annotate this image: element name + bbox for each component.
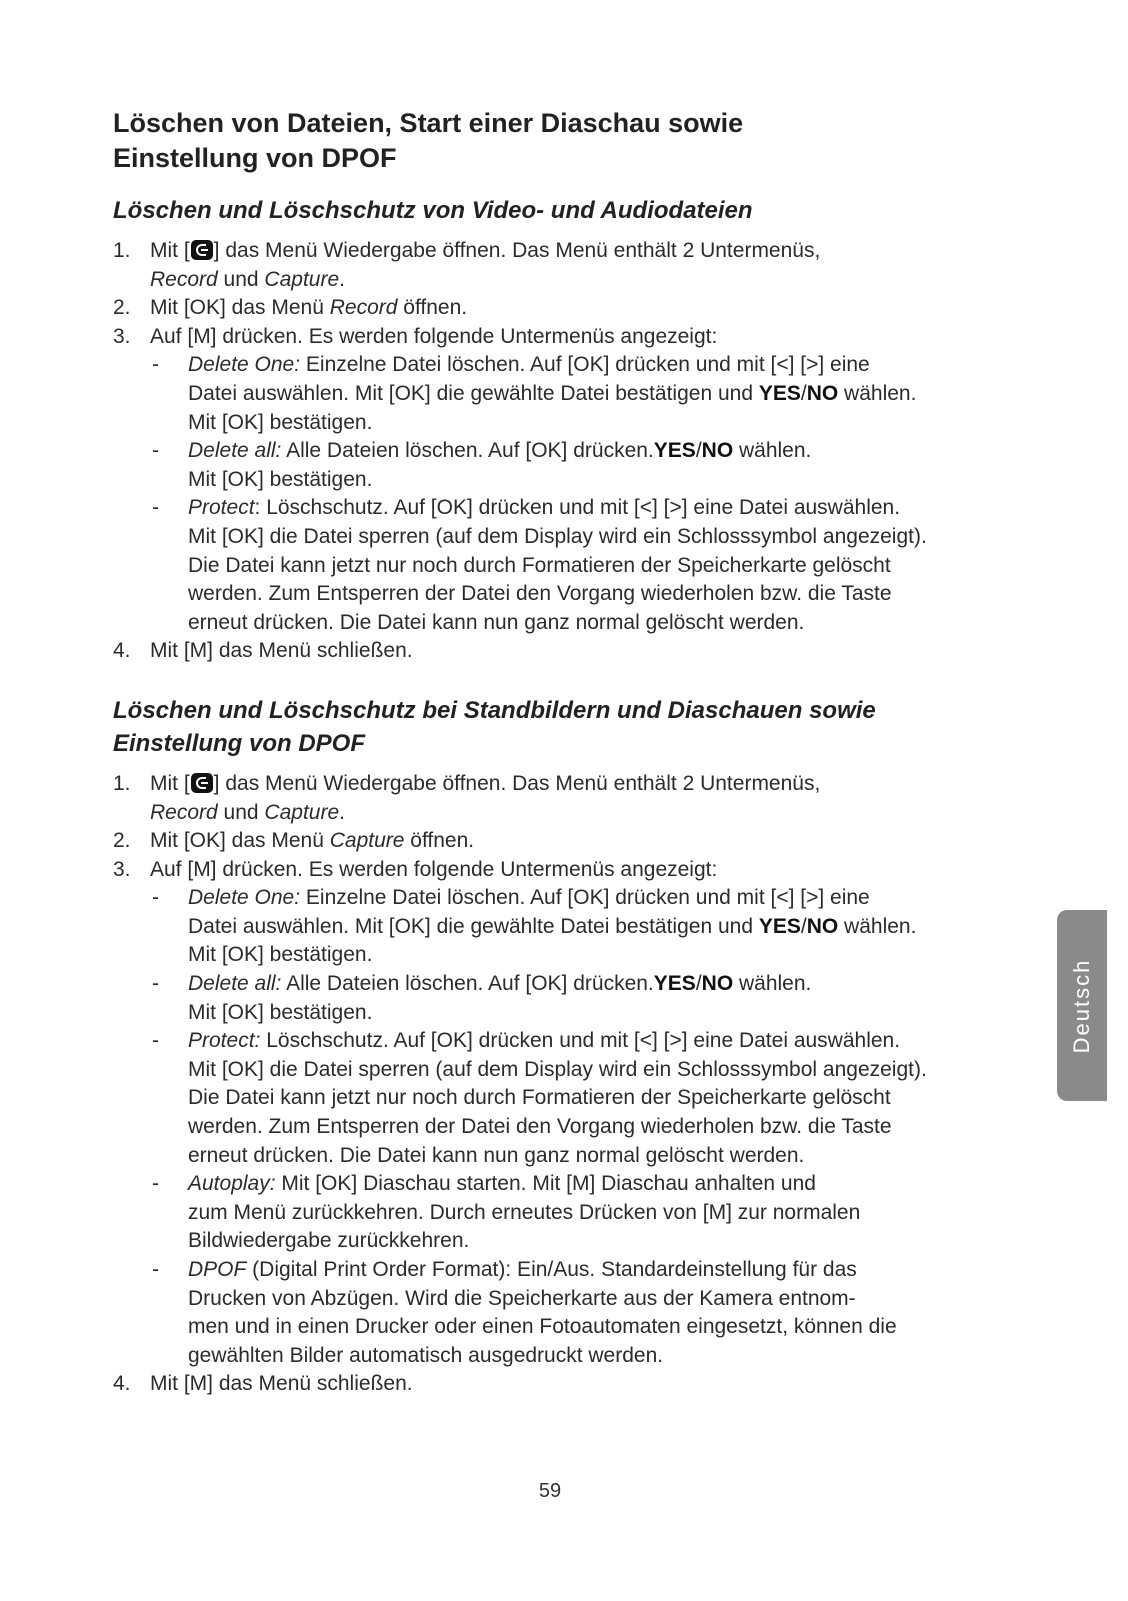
menu-term: Capture <box>264 267 340 291</box>
text-run: öffnen. <box>404 829 475 853</box>
text-run: Alle Dateien löschen. Auf [OK] drücken. <box>281 972 654 996</box>
text-run: / <box>695 972 702 996</box>
menu-term: Delete all: <box>188 972 282 996</box>
text-run: Mit [OK] Diaschau starten. Mit [M] Diaschau anhalten und <box>275 1172 816 1196</box>
submenu-text <box>188 1258 897 1367</box>
step-item <box>113 827 1013 856</box>
text-run: Mit [ <box>150 771 190 795</box>
page-title <box>113 106 1013 176</box>
option-label: NO <box>701 972 734 996</box>
text-run: Die Datei kann jetzt nur noch durch Formatieren der Speicherkarte gelöscht <box>188 1086 891 1110</box>
section-heading <box>113 194 1013 227</box>
text-run: Drucken von Abzügen. Wird die Speicherkarte aus der Kamera entnom- <box>188 1286 856 1310</box>
sections-container <box>113 194 1013 1399</box>
submenu-item <box>150 970 1013 1027</box>
bullet-dash: - <box>152 353 159 377</box>
text-run: / <box>800 914 807 938</box>
text-run: Mit [OK] die Datei sperren (auf dem Display wird ein Schlosssymbol angezeigt). <box>188 1057 927 1081</box>
menu-term: Delete all: <box>188 439 282 463</box>
text-run: wählen. <box>838 381 917 405</box>
text-run: ] das Menü Wiedergabe öffnen. Das Menü enthält 2 Untermenüs, <box>213 771 821 795</box>
step-text <box>150 639 413 662</box>
play-icon <box>191 773 213 793</box>
step-item <box>113 294 1013 323</box>
bullet-dash: - <box>152 886 159 910</box>
steps-list <box>113 237 1013 666</box>
step-number: 3. <box>113 324 131 348</box>
menu-term: Delete One: <box>188 886 301 910</box>
text-run: Einzelne Datei löschen. Auf [OK] drücken und mit [<] [>] eine <box>300 886 870 910</box>
bullet-dash: - <box>152 1258 159 1281</box>
step-number: 2. <box>113 296 131 320</box>
submenu-item <box>150 1256 1013 1370</box>
submenu-item <box>150 437 1013 494</box>
text-run: / <box>800 381 807 405</box>
language-tab <box>1057 910 1107 1101</box>
bullet-dash: - <box>152 1172 159 1196</box>
menu-term: Autoplay: <box>188 1172 276 1196</box>
page-number: 59 <box>538 1480 562 1502</box>
text-run: Datei auswählen. Mit [OK] die gewählte Datei bestätigen und <box>188 381 759 405</box>
text-run: Die Datei kann jetzt nur noch durch Formatieren der Speicherkarte gelöscht <box>188 553 891 577</box>
submenu-item <box>150 1027 1013 1170</box>
option-label: YES <box>653 439 696 463</box>
bullet-dash: - <box>152 439 159 463</box>
text-run: erneut drücken. Die Datei kann nun ganz normal gelöscht werden. <box>188 1143 805 1167</box>
text-run: : Löschschutz. Auf [OK] drücken und mit [<] [>] eine Datei auswählen. <box>254 496 901 520</box>
text-run: Mit [OK] bestätigen. <box>188 467 373 491</box>
page-title-line: Löschen von Dateien, Start einer Diaschau sowie <box>113 108 744 138</box>
text-run: / <box>695 439 702 463</box>
text-run: Mit [OK] bestätigen. <box>188 943 373 967</box>
step-text <box>150 1372 413 1395</box>
text-run: Löschschutz. Auf [OK] drücken und mit [<] [>] eine Datei auswählen. <box>260 1029 901 1053</box>
step-text <box>150 239 820 291</box>
play-icon <box>191 240 213 260</box>
menu-term: Capture <box>264 800 340 824</box>
step-text <box>150 296 467 319</box>
text-run: Einzelne Datei löschen. Auf [OK] drücken und mit [<] [>] eine <box>300 353 870 377</box>
bullet-dash: - <box>152 1029 159 1053</box>
text-run: ] das Menü Wiedergabe öffnen. Das Menü enthält 2 Untermenüs, <box>213 239 821 262</box>
text-run: Mit [OK] das Menü <box>150 829 330 853</box>
section-heading-line: Einstellung von DPOF <box>113 729 366 757</box>
section-heading-line: Löschen und Löschschutz von Video- und Audiodateien <box>113 197 753 224</box>
step-item <box>113 770 1013 827</box>
step-text <box>150 325 717 348</box>
text-run: men und in einen Drucker oder einen Fotoautomaten eingesetzt, können die <box>188 1315 897 1339</box>
step-number: 4. <box>113 639 131 663</box>
step-item <box>113 1370 1013 1399</box>
menu-term: Record <box>329 296 398 320</box>
text-run: Auf [M] drücken. Es werden folgende Untermenüs angezeigt: <box>150 857 718 881</box>
option-label: YES <box>653 972 696 996</box>
bullet-dash: - <box>152 496 159 520</box>
submenu-list <box>150 351 1013 637</box>
option-label: NO <box>806 381 839 405</box>
step-number: 2. <box>113 829 131 853</box>
text-run: . <box>339 800 345 824</box>
text-run: öffnen. <box>397 296 468 320</box>
step-item <box>113 856 1013 1371</box>
submenu-text <box>188 496 927 633</box>
text-run: erneut drücken. Die Datei kann nun ganz normal gelöscht werden. <box>188 610 805 634</box>
submenu-text <box>188 972 811 1024</box>
option-label: YES <box>758 914 801 938</box>
text-run: Datei auswählen. Mit [OK] die gewählte Datei bestätigen und <box>188 914 759 938</box>
submenu-text <box>188 886 916 966</box>
bullet-dash: - <box>152 972 159 996</box>
submenu-text <box>188 1029 927 1166</box>
text-run: wählen. <box>838 914 917 938</box>
option-label: YES <box>758 381 801 405</box>
menu-term: Capture <box>329 829 405 853</box>
page-title-line: Einstellung von DPOF <box>113 143 397 173</box>
step-item <box>113 637 1013 666</box>
text-run: Auf [M] drücken. Es werden folgende Untermenüs angezeigt: <box>150 324 718 348</box>
submenu-item <box>150 494 1013 637</box>
text-run: Mit [M] das Menü schließen. <box>150 1372 413 1396</box>
menu-term: DPOF <box>188 1258 247 1281</box>
step-item <box>113 237 1013 294</box>
menu-term: Record <box>150 800 218 824</box>
submenu-item <box>150 884 1013 970</box>
steps-list <box>113 770 1013 1399</box>
text-run: . <box>339 267 345 291</box>
text-run: gewählten Bilder automatisch ausgedruckt werden. <box>188 1343 664 1367</box>
text-run: zum Menü zurückkehren. Durch erneutes Drücken von [M] zur normalen <box>188 1200 861 1224</box>
submenu-list <box>150 884 1013 1370</box>
text-run: Bildwiedergabe zurückkehren. <box>188 1229 470 1253</box>
step-number: 3. <box>113 857 131 881</box>
step-number: 1. <box>113 771 131 795</box>
text-run: Alle Dateien löschen. Auf [OK] drücken. <box>281 439 654 463</box>
text-run: werden. Zum Entsperren der Datei den Vorgang wiederholen bzw. die Taste <box>188 582 892 606</box>
step-text <box>150 772 820 824</box>
text-run: Mit [OK] das Menü <box>150 296 330 320</box>
step-number: 1. <box>113 239 131 262</box>
step-item <box>113 323 1013 638</box>
text-run: und <box>217 800 265 824</box>
submenu-item <box>150 351 1013 437</box>
language-tab-label: Deutsch <box>1069 958 1094 1053</box>
text-run: wählen. <box>733 972 812 996</box>
text-run: und <box>217 267 265 291</box>
step-number: 4. <box>113 1372 131 1396</box>
text-run: werden. Zum Entsperren der Datei den Vorgang wiederholen bzw. die Taste <box>188 1115 892 1139</box>
text-run: wählen. <box>733 439 812 463</box>
text-run: Mit [M] das Menü schließen. <box>150 639 413 663</box>
text-run: Mit [ <box>150 239 190 262</box>
text-run: Mit [OK] die Datei sperren (auf dem Display wird ein Schlosssymbol angezeigt). <box>188 524 927 548</box>
text-run: Mit [OK] bestätigen. <box>188 1000 373 1024</box>
section-heading <box>113 694 1013 760</box>
submenu-text <box>188 439 811 491</box>
submenu-text <box>188 1172 860 1252</box>
option-label: NO <box>806 914 839 938</box>
option-label: NO <box>701 439 734 463</box>
menu-term: Protect <box>188 496 255 520</box>
text-run: Mit [OK] bestätigen. <box>188 410 373 434</box>
submenu-item <box>150 1170 1013 1256</box>
text-run: (Digital Print Order Format): Ein/Aus. Standardeinstellung für das <box>246 1258 857 1281</box>
menu-term: Record <box>150 267 218 291</box>
menu-term: Protect: <box>188 1029 261 1053</box>
section-heading-line: Löschen und Löschschutz bei Standbildern und Diaschauen sowie <box>113 696 876 724</box>
submenu-text <box>188 353 916 433</box>
menu-term: Delete One: <box>188 353 301 377</box>
step-text <box>150 829 474 852</box>
step-text <box>150 858 717 881</box>
page-content <box>113 106 1013 1399</box>
